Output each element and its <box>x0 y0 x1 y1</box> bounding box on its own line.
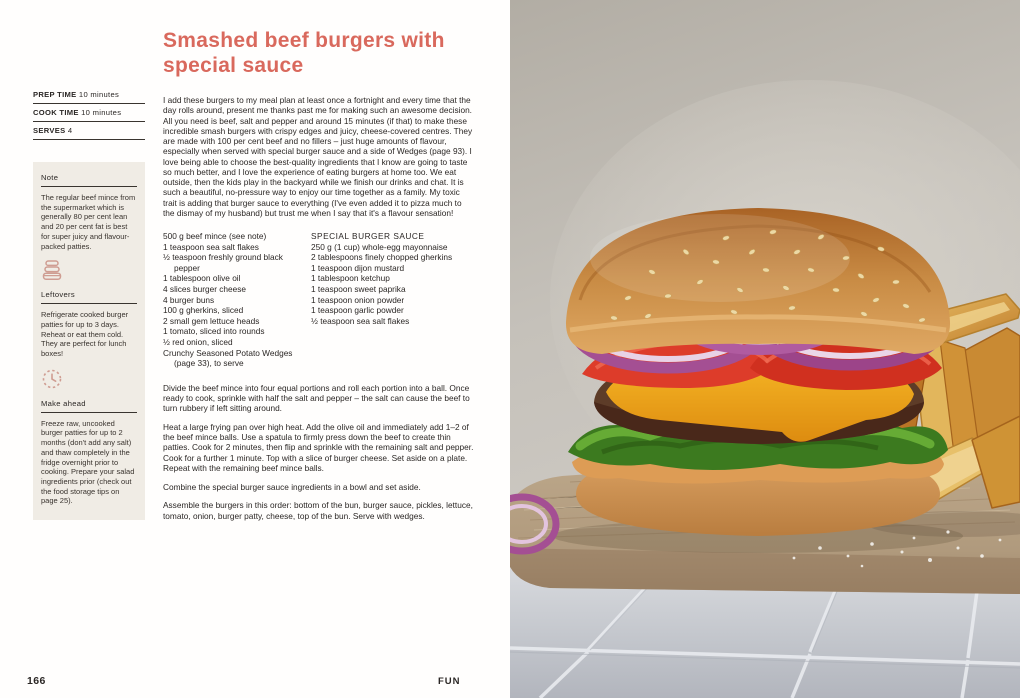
ingredient-item: 2 small gem lettuce heads <box>163 315 260 326</box>
serves-label: SERVES <box>33 126 66 135</box>
ingredient-item: Crunchy Seasoned Potato Wedges (page 33), to serve <box>163 347 293 369</box>
ingredient-item: 1 tomato, sliced into rounds <box>163 326 265 337</box>
recipe-main-column <box>163 28 475 529</box>
divider <box>41 186 137 187</box>
ingredient-item: 2 tablespoons finely chopped gherkins <box>311 252 453 263</box>
ingredient-item: 1 teaspoon garlic powder <box>311 305 404 316</box>
sauce-heading: SPECIAL BURGER SAUCE <box>311 231 425 241</box>
leftovers-heading: Leftovers <box>41 290 75 300</box>
prep-time <box>33 86 145 104</box>
serves <box>33 122 145 140</box>
divider <box>41 303 137 304</box>
ingredient-item: ½ teaspoon freshly ground black pepper <box>163 252 283 273</box>
make-ahead-heading: Make ahead <box>41 398 86 408</box>
method-step: Combine the special burger sauce ingredients in a bowl and set aside. <box>163 481 421 492</box>
note-body: The regular beef mince from the supermarket which is generally 80 per cent lean and 20 per cent fat is best for super juicy and flavour-packed patties. <box>41 193 136 251</box>
ingredient-item: 1 tablespoon ketchup <box>311 273 390 284</box>
stacked-containers-icon <box>41 260 137 286</box>
ingredient-item: 4 slices burger cheese <box>163 283 247 294</box>
page-title: Smashed beef burgers with special sauce <box>163 29 445 77</box>
ingredient-item: 1 tablespoon olive oil <box>163 273 241 284</box>
recipe-photo <box>510 0 1020 698</box>
note-heading: Note <box>41 173 59 182</box>
clock-icon <box>41 368 137 395</box>
method-step: Divide the beef mince into four equal portions and roll each portion into a ball. Once ready to cook, sprinkle with half the salt and pepper – the salt can cause the beef to turn rubbery if left sitting around. <box>163 382 470 414</box>
ingredients-section <box>163 231 475 369</box>
ingredient-item: 1 teaspoon sweet paprika <box>311 283 406 294</box>
ingredient-item: 1 teaspoon sea salt flakes <box>163 241 259 252</box>
divider <box>41 412 137 413</box>
ingredient-item: ½ red onion, sliced <box>163 336 233 347</box>
method-step: Heat a large frying pan over high heat. Add the olive oil and immediately add 1–2 of the beef mince balls. Use a spatula to firmly press down the beef to create thin patties. Cook for 2 minutes, then flip and sprinkle with the remaining salt and pepper. Cook for a further 1 minute. Top with a slice of burger cheese. Set aside on a plate. Repeat with the remaining beef mince balls. <box>163 421 474 473</box>
ingredient-item: 1 teaspoon dijon mustard <box>311 262 405 273</box>
prep-time-value: 10 minutes <box>78 90 120 99</box>
sidebar-note-box <box>33 162 145 520</box>
ingredients-sauce-list <box>311 242 475 327</box>
page-number: 166 <box>27 675 46 687</box>
method-step: Assemble the burgers in this order: bottom of the bun, burger sauce, pickles, lettuce, tomato, onion, burger patty, cheese, top of the bun. Serve with wedges. <box>163 500 473 521</box>
ingredient-item: ½ teaspoon sea salt flakes <box>311 315 410 326</box>
cook-time-label: COOK TIME <box>33 108 79 117</box>
ingredient-item: 4 burger buns <box>163 294 215 305</box>
cook-time <box>33 104 145 122</box>
prep-time-label: PREP TIME <box>33 90 77 99</box>
ingredient-item: 100 g gherkins, sliced <box>163 305 244 316</box>
ingredients-main-list <box>163 231 311 369</box>
cook-time-value: 10 minutes <box>81 108 122 117</box>
ingredient-item: 1 teaspoon onion powder <box>311 294 405 305</box>
leftovers-body: Refrigerate cooked burger patties for up to 3 days. Reheat or eat them cold. They are perfect for lunch boxes! <box>41 310 129 359</box>
ingredients-sauce-column <box>311 231 475 369</box>
recipe-intro: I add these burgers to my meal plan at least once a fortnight and every time that the day rolls around, present me thanks past me for making such an awesome decision. All you need is beef, salt and pepper and around 15 minutes (if that) to make these incredible smash burgers with crispy edges and juicy, cheese-covered centres. They are made with 100 per cent beef and no fillers – just huge amounts of flavour, especially when served with special burger sauce and a side of Wedges (page 93). I love being able to choose the best-quality ingredients that I know are going to taste so much better, and I love the experience of eating burgers at home too. We eat outside, then the kids play in the backyard while we finish our drinks and chat. It is such a beautiful, no-pressure way to enjoy our time together as a family. My toxic trait is adding that burger sauce to everything (I've even added it to pizza much to the dismay of my husband) but trust me when I say that it's a flavour sensation! <box>163 95 473 218</box>
ingredient-item: 500 g beef mince (see note) <box>163 231 267 241</box>
chapter-label: FUN <box>438 676 461 687</box>
photo-burger <box>566 208 950 536</box>
serves-value: 4 <box>67 126 73 135</box>
recipe-sidebar <box>33 86 145 520</box>
make-ahead-body: Freeze raw, uncooked burger patties for up to 2 months (don't add any salt) and thaw completely in the fridge overnight prior to cooking. Prepare your salad ingredients prior (check out the food storage tips on page 25). <box>41 418 135 506</box>
ingredient-item: 250 g (1 cup) whole-egg mayonnaise <box>311 241 448 252</box>
